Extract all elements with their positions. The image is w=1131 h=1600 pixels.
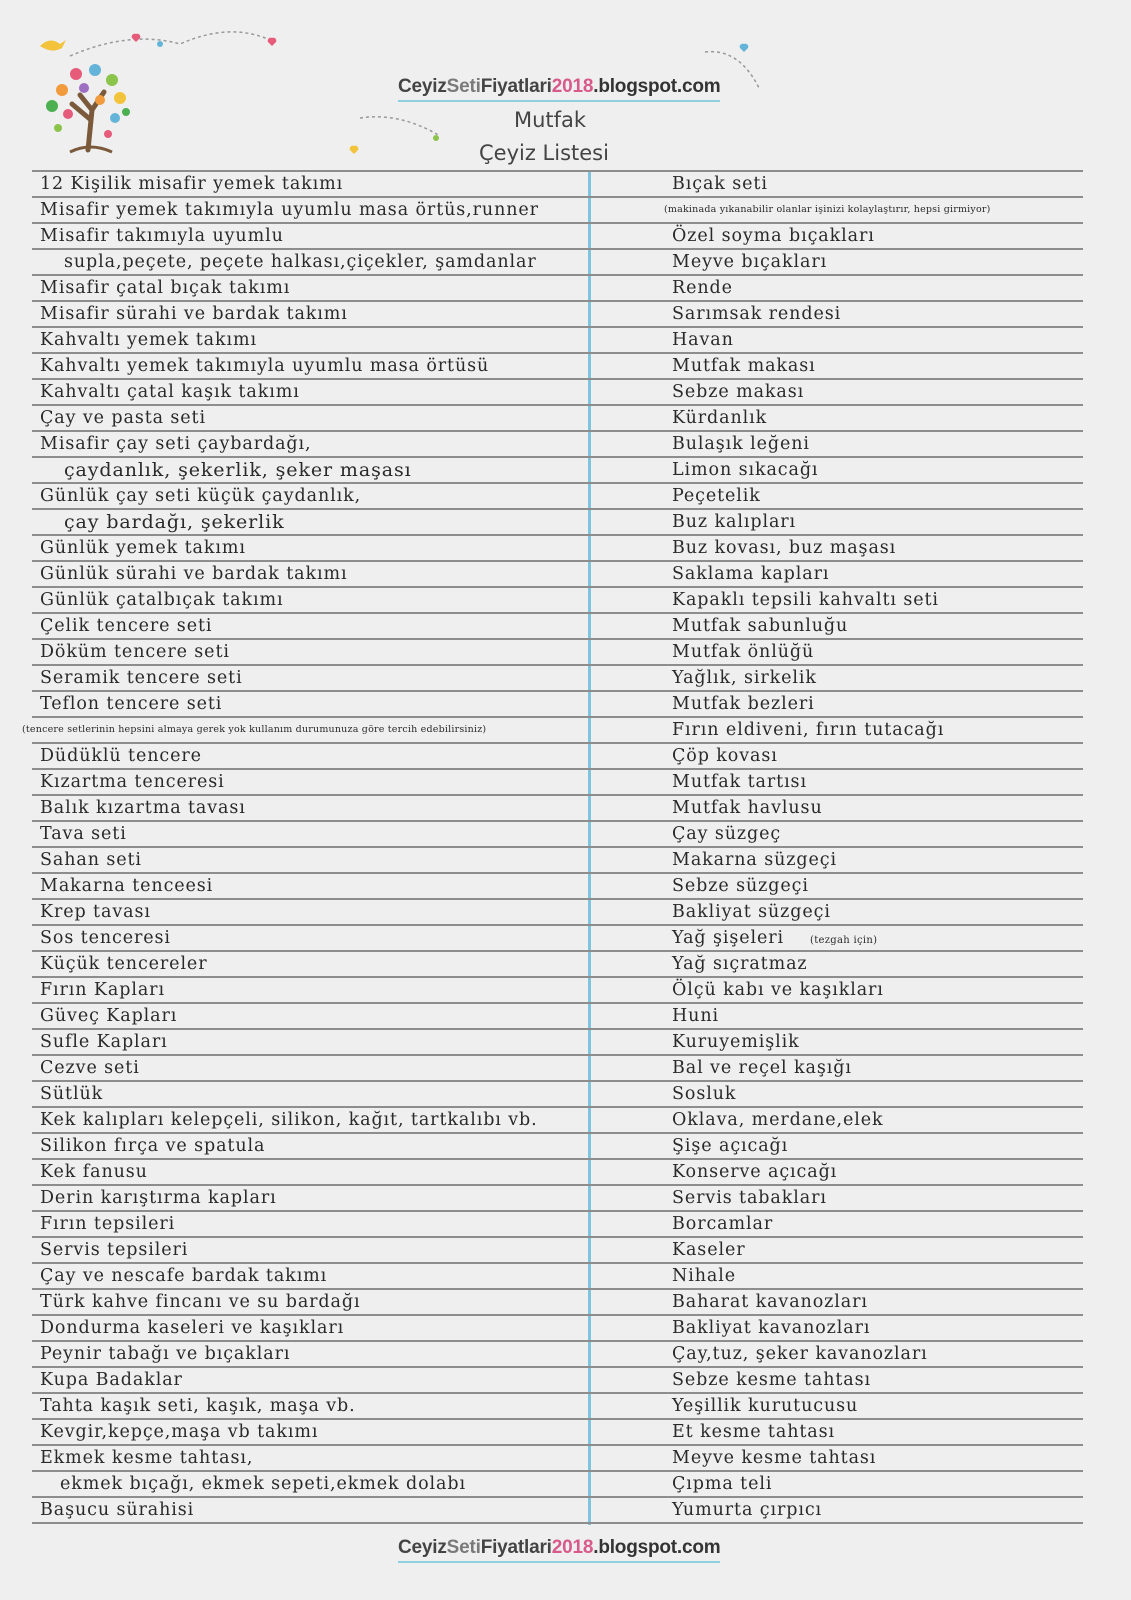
left-list-item: Ekmek kesme tahtası, (40, 1448, 254, 1468)
checklist-table (22, 171, 1083, 1525)
right-list-item: Buz kovası, buz maşası (672, 538, 897, 558)
left-list-item: Sütlük (40, 1084, 104, 1104)
left-list-item: Fırın Kapları (40, 980, 165, 1000)
brand-part-4: 2018 (551, 1537, 594, 1558)
right-list-item: Yağlık, sirkelik (672, 668, 817, 688)
right-list-item: Kürdanlık (672, 408, 768, 428)
left-list-item: Çay ve nescafe bardak takımı (40, 1266, 328, 1286)
right-list-item: Çay,tuz, şeker kavanozları (672, 1344, 928, 1364)
left-list-item: çay bardağı, şekerlik (64, 511, 285, 533)
right-list-item: Kapaklı tepsili kahvaltı seti (672, 590, 939, 610)
right-list-item: Sosluk (672, 1084, 737, 1104)
brand-part-5: .blogspot.com (593, 1537, 721, 1558)
left-list-item: Küçük tencereler (40, 954, 208, 974)
left-list-item: Günlük çay seti küçük çaydanlık, (40, 486, 362, 506)
left-list-item: Günlük çatalbıçak takımı (40, 590, 284, 610)
page-title-line1: Mutfak (514, 108, 587, 132)
right-list-item: Mutfak bezleri (672, 694, 815, 714)
right-list-item: Mutfak tartısı (672, 772, 807, 792)
right-list-item: Ölçü kabı ve kaşıkları (672, 980, 884, 1000)
left-list-item: Teflon tencere seti (40, 694, 223, 714)
right-list-item: Nihale (672, 1266, 736, 1286)
left-list-item: Tahta kaşık seti, kaşık, maşa vb. (40, 1396, 356, 1416)
right-list-item: Kuruyemişlik (672, 1032, 800, 1052)
row-rule (32, 1002, 1083, 1004)
left-list-item: Düdüklü tencere (40, 746, 202, 766)
left-list-item: Başucu sürahisi (40, 1500, 195, 1520)
right-list-item: Çöp kovası (672, 746, 778, 766)
right-list-item: Bal ve reçel kaşığı (672, 1058, 852, 1078)
right-list-item: Makarna süzgeçi (672, 850, 837, 870)
left-list-item: Misafir sürahi ve bardak takımı (40, 304, 348, 324)
left-list-item: Günlük sürahi ve bardak takımı (40, 564, 348, 584)
right-list-item: Özel soyma bıçakları (672, 226, 875, 246)
right-list-item: Oklava, merdane,elek (672, 1110, 884, 1130)
blog-brand-footer[interactable] (398, 1537, 720, 1563)
row-rule (32, 1028, 1083, 1030)
brand-part-3: Fiyatlari (480, 76, 552, 97)
right-list-item: Saklama kapları (672, 564, 830, 584)
left-list-item: Makarna tenceesi (40, 876, 214, 896)
left-list-item: Cezve seti (40, 1058, 140, 1078)
right-list-item: Bakliyat süzgeçi (672, 902, 831, 922)
left-list-item: Türk kahve fincanı ve su bardağı (40, 1292, 361, 1312)
bird-icon (40, 40, 66, 51)
right-list-item: Sarımsak rendesi (672, 304, 842, 324)
left-list-item: ekmek bıçağı, ekmek sepeti,ekmek dolabı (60, 1474, 466, 1494)
left-list-item: Silikon fırça ve spatula (40, 1136, 266, 1156)
right-list-item: Meyve bıçakları (672, 252, 828, 272)
brand-part-2: Seti (446, 76, 481, 97)
left-list-item: Çay ve pasta seti (40, 408, 206, 428)
left-list-item: Balık kızartma tavası (40, 798, 246, 818)
right-list-item: Borcamlar (672, 1214, 774, 1234)
right-list-item: Şişe açıcağı (672, 1136, 789, 1156)
left-list-item: Sos tenceresi (40, 928, 171, 948)
right-list-item: Rende (672, 278, 733, 298)
right-list-item: Mutfak sabunluğu (672, 616, 849, 636)
left-list-item: (tencere setlerinin hepsini almaya gerek yok kullanım durumunuza göre tercih edebilirsiniz) (22, 724, 487, 735)
left-list-item: Dondurma kaseleri ve kaşıkları (40, 1318, 345, 1338)
left-list-item: Seramik tencere seti (40, 668, 243, 688)
right-list-item: Çay süzgeç (672, 824, 782, 844)
right-list-item: Meyve kesme tahtası (672, 1448, 877, 1468)
row-rule (32, 924, 1083, 926)
left-list-item: Derin karıştırma kapları (40, 1188, 277, 1208)
left-list-item: Kahvaltı çatal kaşık takımı (40, 382, 300, 402)
left-list-item: Misafir yemek takımıyla uyumlu masa örtüs,runner (40, 200, 539, 220)
left-list-item: Kızartma tenceresi (40, 772, 225, 792)
row-rule (32, 846, 1083, 848)
blog-brand[interactable] (398, 76, 720, 102)
right-list-item: Sebze kesme tahtası (672, 1370, 872, 1390)
left-list-item: Güveç Kapları (40, 1006, 178, 1026)
brand-part-1: Ceyiz (398, 1537, 447, 1558)
left-list-item: Kahvaltı yemek takımıyla uyumlu masa örtüsü (40, 356, 490, 376)
right-list-item: Mutfak önlüğü (672, 642, 815, 662)
row-rule (32, 1236, 1083, 1238)
right-list-item: Et kesme tahtası (672, 1422, 836, 1442)
right-list-item: Bıçak seti (672, 174, 768, 194)
tree-with-hearts-icon (46, 64, 130, 152)
brand-part-4: 2018 (551, 76, 594, 97)
right-list-item: Servis tabakları (672, 1188, 827, 1208)
brand-part-1: Ceyiz (398, 76, 447, 97)
right-list-item: Sebze makası (672, 382, 805, 402)
left-list-item: Misafir çay seti çaybardağı, (40, 434, 312, 454)
oil-bottles-note: (tezgah için) (810, 935, 878, 946)
left-list-item: Kupa Badaklar (40, 1370, 183, 1390)
left-list-item: 12 Kişilik misafir yemek takımı (40, 174, 344, 194)
right-list-item: Konserve açıcağı (672, 1162, 838, 1182)
right-list-item: Çıpma teli (672, 1474, 773, 1494)
left-list-item: Kek fanusu (40, 1162, 148, 1182)
left-list-item: Tava seti (40, 824, 127, 844)
right-list-item: Sebze süzgeçi (672, 876, 809, 896)
brand-part-2: Seti (446, 1537, 481, 1558)
left-list-item: çaydanlık, şekerlik, şeker maşası (64, 459, 412, 481)
column-divider (588, 171, 591, 1525)
right-list-item: Limon sıkacağı (672, 460, 819, 480)
left-list-item: Misafir takımıyla uyumlu (40, 226, 284, 246)
right-list-item: Havan (672, 330, 734, 350)
left-list-item: Sufle Kapları (40, 1032, 168, 1052)
left-list-item: Kahvaltı yemek takımı (40, 330, 258, 350)
row-rule (32, 1080, 1083, 1082)
right-list-item: Buz kalıpları (672, 512, 797, 532)
left-list-item: Çelik tencere seti (40, 616, 213, 636)
left-list-item: Misafir çatal bıçak takımı (40, 278, 291, 298)
left-list-item: Sahan seti (40, 850, 142, 870)
left-list-item: Kek kalıpları kelepçeli, silikon, kağıt, tartkalıbı vb. (40, 1110, 538, 1130)
right-list-item: Huni (672, 1006, 719, 1026)
right-list-item: Yeşillik kurutucusu (672, 1396, 859, 1416)
right-list-item: Kaseler (672, 1240, 746, 1260)
left-list-item: Peynir tabağı ve bıçakları (40, 1344, 291, 1364)
left-list-item: Servis tepsileri (40, 1240, 189, 1260)
left-list-item: Krep tavası (40, 902, 151, 922)
brand-part-5: .blogspot.com (593, 76, 721, 97)
right-list-item: Peçetelik (672, 486, 761, 506)
right-list-item: Mutfak makası (672, 356, 816, 376)
row-rule (32, 1054, 1083, 1056)
right-list-item: Fırın eldiveni, fırın tutacağı (672, 720, 945, 740)
right-list-item: Yumurta çırpıcı (672, 1500, 823, 1520)
right-list-item: Yağ şişeleri (672, 928, 785, 948)
left-list-item: Günlük yemek takımı (40, 538, 246, 558)
left-list-item: Kevgir,kepçe,maşa vb takımı (40, 1422, 319, 1442)
right-list-item: (makinada yıkanabilir olanlar işinizi kolaylaştırır, hepsi girmiyor) (664, 204, 991, 215)
right-list-item: Yağ sıçratmaz (672, 954, 808, 974)
page-title-line2: Çeyiz Listesi (479, 141, 609, 165)
right-list-item: Mutfak havlusu (672, 798, 823, 818)
right-list-item: Baharat kavanozları (672, 1292, 868, 1312)
right-list-item: Bakliyat kavanozları (672, 1318, 871, 1338)
right-list-item: Bulaşık leğeni (672, 434, 810, 454)
brand-part-3: Fiyatlari (480, 1537, 552, 1558)
left-list-item: Döküm tencere seti (40, 642, 230, 662)
left-list-item: Fırın tepsileri (40, 1214, 176, 1234)
left-list-item: supla,peçete, peçete halkası,çiçekler, şamdanlar (64, 252, 537, 272)
